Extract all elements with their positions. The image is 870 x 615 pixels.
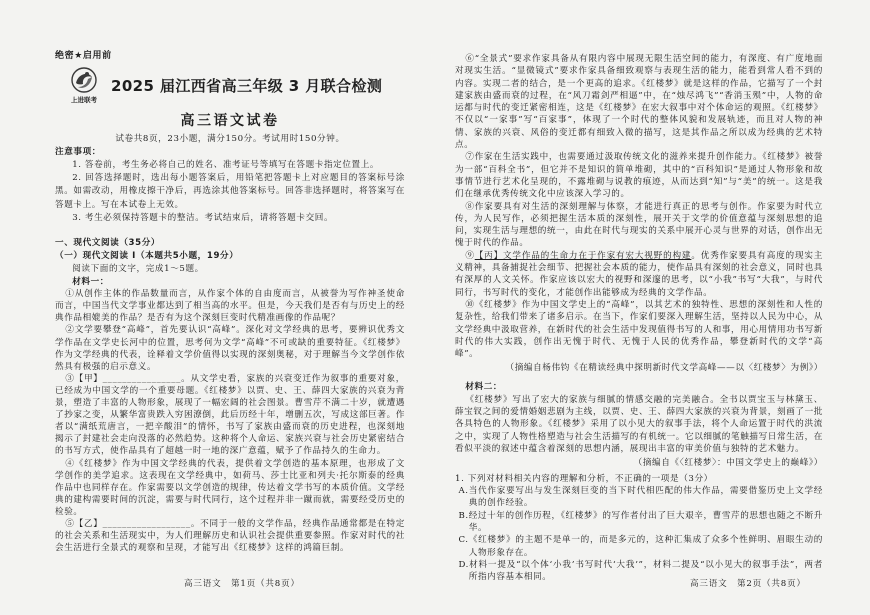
paragraph-text: 。优秀作家要具有高度的现实主义精神，具备捕捉社会细节、把握社会本质的能力，使作品具有深刻的社会意义，同时也具有深厚的人文关怀。作家应该以宏大的视野和深邃的思考，以“小我”书写“大我”，与时代同行，书写时代的变化，才能创作出能够成为经典的文学作品。 — [455, 250, 823, 298]
material-1-paragraph-7: ⑦作家在生活实践中，也需要通过汲取传统文化的滋养来提升创作能力。《红楼梦》被誉为一部“百科全书”，但它并不是知识的简单堆砌，其中的“百科知识”是通过人物形象和故事情节进行艺术化呈现的，不露堆砌与说教的痕迹，从而达到“知”与“美”的统一。这是我们在继承优秀传统文化中应该深入学习的。 — [455, 152, 823, 200]
exam-info: 试卷共8页，23小题，满分150分。考试用时150分钟。 — [115, 134, 345, 144]
material-2-paragraph: 《红楼梦》写出了宏大的家族与细腻的情感交融的完美融合。全书以贾宝玉与林黛玉、薛宝钗之间的爱情婚姻悲剧为主线，以贾、史、王、薛四大家族的兴衰为背景，刻画了一批各具特色的人物形象。《红楼梦》采用了以小见大的叙事手法，将个人命运置于时代的洪流之中，实现了人物性格塑造与社会生活描写的有机统一。它以细腻的笔触描写日常生活，在看似平淡的叙述中蕴含着深刻的思想内涵，展现出丰富的审美价值与独特的艺术魅力。 — [455, 394, 823, 454]
option-label: B. — [458, 510, 469, 521]
page-footer-2: 高三语文 第2页（共8页） — [690, 579, 806, 589]
page-footer-1: 高三语文 第1页（共8页） — [184, 579, 300, 589]
material-1-paragraph-5: ⑤【乙】__________________。不同于一般的文学作品，经典作品通常都是在特定的社会关系和生活现实中，为人们理解历史和认识社会提供重要参照。作家对时代的社会生活进行全景式的观察和呈现，才能写出《红楼梦》这样的鸿篇巨制。 — [55, 518, 405, 554]
material-1-paragraph-6: ⑥“全景式”要求作家具备从有限内容中展现无限生活空间的能力，有深度、有广度地面对现实生活。“显微镜式”要求作家具备细致观察与表现生活的能力，能看到常人看不到的内容。实现二者的结合，是一个更高的追求。《红楼梦》就是这样的作品，它描写了一个封建家族由盛而衰的过程，在“风刀霜剑严相逼”中，在“烛尽鸿飞”“香消玉殒”中，人物的命运都与时代的变迁紧密相连，这是《红楼梦》在宏大叙事中对个体命运的观照。《红楼梦》不仅以“一家事”写“百家事”，体现了一个时代的整体风貌和发展轨迹，而且对人物的神情、家族的兴衰、风俗的变迁都有细致入微的描写，这是其作品之所以成为经典的艺术特点。 — [455, 54, 823, 151]
subsection-heading: （一）现代文阅读 I（本题共5小题，19分） — [55, 251, 239, 262]
reading-instruction: 阅读下面的文字，完成1～5题。 — [72, 264, 204, 275]
material-1-paragraph-3: ③【甲】________________。从文学史看，家族的兴衰变迁作为叙事的重要对象，已经成为中国文学的一个重要母题。《红楼梦》以贾、史、王、薛四大家族的兴衰为背景，塑造了丰富的人物形象，展现了一幅宏阔的社会图景。曹雪芹不满二十岁，就遭遇了抄家之变，从繁华富贵跌入穷困潦倒，此后历经十年，增删五次，写成这部巨著。作者以“满纸荒唐言，一把辛酸泪”的情怀，书写了家族由盛而衰的历史进程，也深刻地揭示了封建社会走向没落的必然趋势。这种将个人命运、家族兴衰与社会历史紧密结合的书写方式，使作品具有了超越一时一地的深广意蕴，赋予了作品持久的生命力。 — [55, 373, 405, 457]
publisher-logo-text: 上进联考 — [71, 96, 97, 104]
material-1-paragraph-8: ⑧作家要具有对生活的深刻理解与体察，才能进行真正的思考与创作。作家要为时代立传，为人民写作，必须把握生活本质的深刻性，展开关于文学的价值意蕴与深刻思想的追问，实现生活与理想的统一，由此在时代与现实的关系中展开心灵与世界的对话，创作出无愧于时代的作品。 — [455, 201, 823, 249]
option-label: A. — [458, 486, 469, 497]
option-text: 《红楼梦》的主题不是单一的，而是多元的，这种汇集成了众多个性鲜明、眉眼生动的人物形象存在。 — [468, 535, 823, 558]
material-1-paragraph-9 — [455, 250, 823, 299]
material-1-label: 材料一： — [72, 276, 109, 287]
material-1-source: （摘编自杨伟钧《在精读经典中探明新时代文学高峰——以〈红楼梦〉为例》） — [505, 363, 823, 374]
exam-header — [55, 66, 405, 108]
notice-item: 2. 回答选择题时，选出每小题答案后，用铅笔把答题卡上对应题目的答案标号涂黑。如需改动，用橡皮擦干净后，再选涂其他答案标号。回答非选择题时，将答案写在答题卡上。写在本试卷上无效。 — [55, 173, 405, 210]
notice-item: 3. 考生必须保持答题卡的整洁。考试结束后，请将答题卡交回。 — [72, 212, 334, 223]
confidential-mark: 绝密★启用前 — [55, 51, 112, 61]
material-1-paragraph-2: ②文学要攀登“高峰”，首先要认识“高峰”。深化对文学经典的思考，要辨识优秀文学作品在文学史长河中的位置，思考何为文学“高峰”不可或缺的重要特征。《红楼梦》作为文学经典的代表，诠释着文学价值得以实现的深刻奥秘，对于理解当今文学创作依然具有极强的启示意义。 — [55, 325, 405, 372]
marked-sentence-bing: 【丙】文学作品的生命力在于作家有宏大视野的构建 — [474, 250, 692, 261]
option-label: D. — [458, 559, 469, 570]
material-1-paragraph-1: ①从创作主体的作品数量而言，从作家个体的自由度而言，从被誉为写作神圣使命而言，中国当代文学事业都达到了相当高的水平。但是，今天我们是否有与历史上的经典作品相媲美的作品？是否有为这个深刻巨变时代精准画像的作品呢？ — [55, 289, 405, 324]
material-2-source: （摘编自《〈红楼梦〉：中国文学史上的巅峰》） — [633, 458, 823, 469]
exam-title: 2025 届江西省高三年级 3 月联合检测 — [111, 77, 383, 95]
section-heading: 一、现代文阅读（35分） — [55, 238, 161, 249]
question-1-option-a — [455, 485, 823, 510]
publisher-logo-icon — [70, 66, 98, 96]
option-text: 材料一提及“以个体‘小我’书写时代‘大我’”，材料二提及“以小见大的叙事手法”，两者所指内容基本相同。 — [468, 559, 823, 583]
left-page — [55, 50, 405, 576]
option-text: 经过十年的创作历程，《红楼梦》的写作者付出了巨大艰辛，曹雪芹的思想也随之不断升华。 — [468, 510, 823, 533]
paper-title: 高三语文试卷 — [180, 113, 280, 129]
material-1-paragraph-10: ⑩《红楼梦》作为中国文学史上的“高峰”，以其艺术的独特性、思想的深刻性和人性的复杂性，给我们带来了诸多启示。在当下，作家们要深入理解生活，坚持以人民为中心，从文学经典中汲取营养，在新时代的社会生活中发现值得书写的人和事，用心用情用功书写新时代的伟大实践，创作出无愧于时代、无愧于人民的优秀作品，攀登新时代的文学“高峰”。 — [455, 299, 823, 360]
option-text: 当代作家要写出与发生深刻巨变的当下时代相匹配的伟大作品，需要借鉴历史上文学经典的创作经验。 — [468, 486, 823, 509]
publisher-logo — [67, 66, 101, 108]
question-1-stem: 1. 下列对材料相关内容的理解和分析，不正确的一项是（3分） — [455, 473, 713, 484]
material-2-label: 材料二： — [465, 381, 503, 392]
option-label: C. — [458, 535, 469, 546]
material-1-paragraph-4: ④《红楼梦》作为中国文学经典的代表，提供着文学创造的基本原理，也形成了文学创作的美学追求。这表现在文学经典中，如荷马、莎士比亚和列夫·托尔斯泰的经典作品中也同样存在。作家需要以文学创造的规律，传达着文学书写的本质价值。文学经典的建构需要时间的沉淀，需要与时代同行，这个过程并非一蹴而就，需要经受历史的检验。 — [55, 458, 405, 517]
paragraph-number: ⑨ — [465, 250, 475, 261]
notice-item: 1. 答卷前，考生务必将自己的姓名、准考证号等填写在答题卡指定位置上。 — [72, 160, 380, 170]
right-page — [455, 53, 823, 583]
question-1-option-c — [455, 534, 823, 559]
question-1-option-b — [455, 510, 823, 535]
notice-heading: 注意事项： — [55, 147, 101, 157]
